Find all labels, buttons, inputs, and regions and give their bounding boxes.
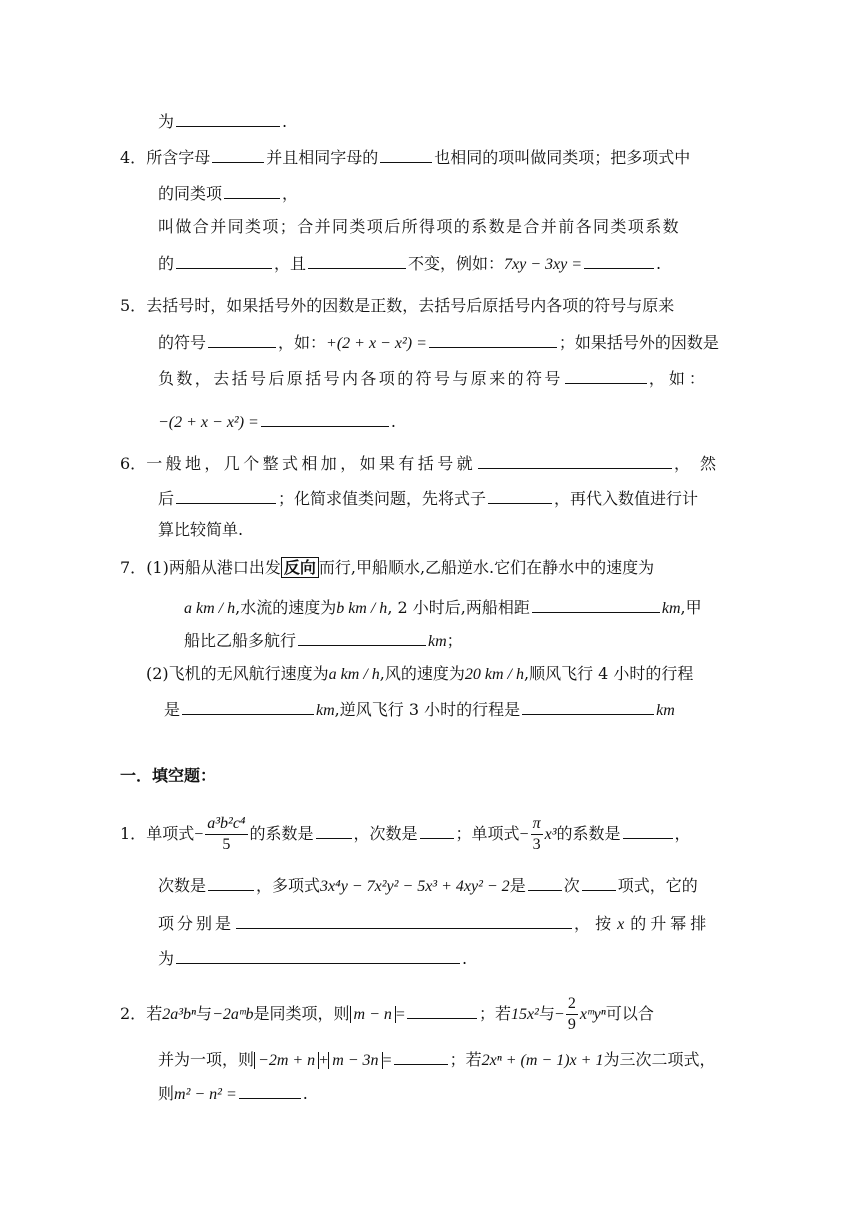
q5-line-4: −(2 + x − x²) = .: [158, 408, 396, 435]
blank[interactable]: [394, 1046, 448, 1065]
blank[interactable]: [176, 945, 460, 964]
blank[interactable]: [316, 820, 352, 839]
q6-line-3: 算比较简单.: [158, 520, 244, 539]
highlighted-word: 反向: [281, 557, 319, 578]
blank[interactable]: [407, 1000, 477, 1019]
q6-line-1: 6．一般地，几个整式相加，如果有括号就 ，然: [120, 450, 726, 476]
section-title: 一．填空题：: [120, 766, 217, 785]
blank[interactable]: [528, 872, 562, 891]
q7-line-3: 船比乙船多航行 km；: [184, 627, 463, 654]
fraction: $\frac{2}{9}$: [567, 995, 576, 1033]
blank[interactable]: [488, 485, 552, 504]
q5-line-2: 的符号 ，如：+(2 + x − x²) = ；如果括号外的因数是: [158, 329, 719, 356]
blank[interactable]: [532, 594, 660, 613]
q5-line-3: 负数，去括号后原括号内各项的符号与原来的符号 ，如：: [158, 365, 709, 391]
blank[interactable]: [582, 872, 616, 891]
q7-line-2: a km / h,水流的速度为b km / h, 2 小时后,两船相距 km,甲: [184, 594, 702, 621]
fraction: $\frac{\pi}{3}$: [532, 815, 541, 853]
blank[interactable]: [584, 250, 654, 269]
blank[interactable]: [420, 820, 454, 839]
q4-line-4: 的 ，且 不变，例如：7xy − 3xy = .: [158, 250, 661, 277]
blank[interactable]: [261, 408, 389, 427]
q7-line-4: (2)飞机的无风航行速度为a km / h,风的速度为20 km / h,顺风飞行 4 小时的行程: [146, 664, 694, 683]
blank[interactable]: [176, 485, 276, 504]
blank[interactable]: [478, 450, 672, 469]
q4-line-1: 4．所含字母 并且相同字母的 也相同的项叫做同类项；把多项式中: [120, 144, 690, 170]
blank[interactable]: [182, 696, 314, 715]
q7-line-1: 7．(1)两船从港口出发 反向 而行,甲船顺水,乙船逆水.它们在静水中的速度为: [120, 558, 655, 577]
q4-line-3: 叫做合并同类项；合并同类项后所得项的系数是合并前各同类项系数: [158, 217, 681, 236]
blank[interactable]: [208, 329, 276, 348]
s2-line-1: 2．若2a³bⁿ与−2aᵐb是同类项，则 m − n = ；若15x²与− $\frac{2}{9}$ xᵐyⁿ可以合: [120, 995, 654, 1033]
blank[interactable]: [298, 627, 426, 646]
q4-line-2: 的同类项 ，: [158, 180, 298, 206]
q7-line-5: 是 km,逆风飞行 3 小时的行程是 km: [164, 696, 675, 723]
blank[interactable]: [239, 1080, 301, 1099]
continued-line: 为 .: [158, 108, 287, 134]
blank[interactable]: [176, 108, 280, 127]
blank[interactable]: [308, 250, 406, 269]
s2-line-2: 并为一项，则 −2m + n + m − 3n = ；若2xⁿ + (m − 1)x + 1为三次二项式，: [158, 1046, 715, 1073]
blank[interactable]: [522, 696, 654, 715]
s1-line-3: 项分别是 ， 按 x 的升幂排: [158, 910, 710, 937]
q5-line-1: 5．去括号时，如果括号外的因数是正数，去括号后原括号内各项的符号与原来: [120, 296, 675, 315]
blank[interactable]: [224, 180, 280, 199]
s2-line-3: 则m² − n² = .: [158, 1080, 308, 1107]
s1-line-2: 次数是 ，多项式3x⁴y − 7x²y² − 5x³ + 4xy² − 2是 次 项式，它的: [158, 872, 698, 899]
blank[interactable]: [380, 144, 432, 163]
blank[interactable]: [565, 365, 647, 384]
q6-line-2: 后 ；化简求值类问题，先将式子 ，再代入数值进行计: [158, 485, 698, 511]
blank[interactable]: [212, 144, 264, 163]
s1-line-4: 为 .: [158, 945, 467, 971]
blank[interactable]: [236, 910, 572, 929]
s1-line-1: 1．单项式− $\frac{\text{a³b²c⁴}}{5}$ 的系数是 ，次数是 ；单项式− $\frac{\pi}{3}$ x³的系数是 ，: [120, 815, 691, 853]
fraction: $\frac{\text{a³b²c⁴}}{5}$: [207, 815, 246, 853]
blank[interactable]: [208, 872, 254, 891]
blank[interactable]: [429, 329, 557, 348]
blank[interactable]: [176, 250, 272, 269]
blank[interactable]: [623, 820, 673, 839]
